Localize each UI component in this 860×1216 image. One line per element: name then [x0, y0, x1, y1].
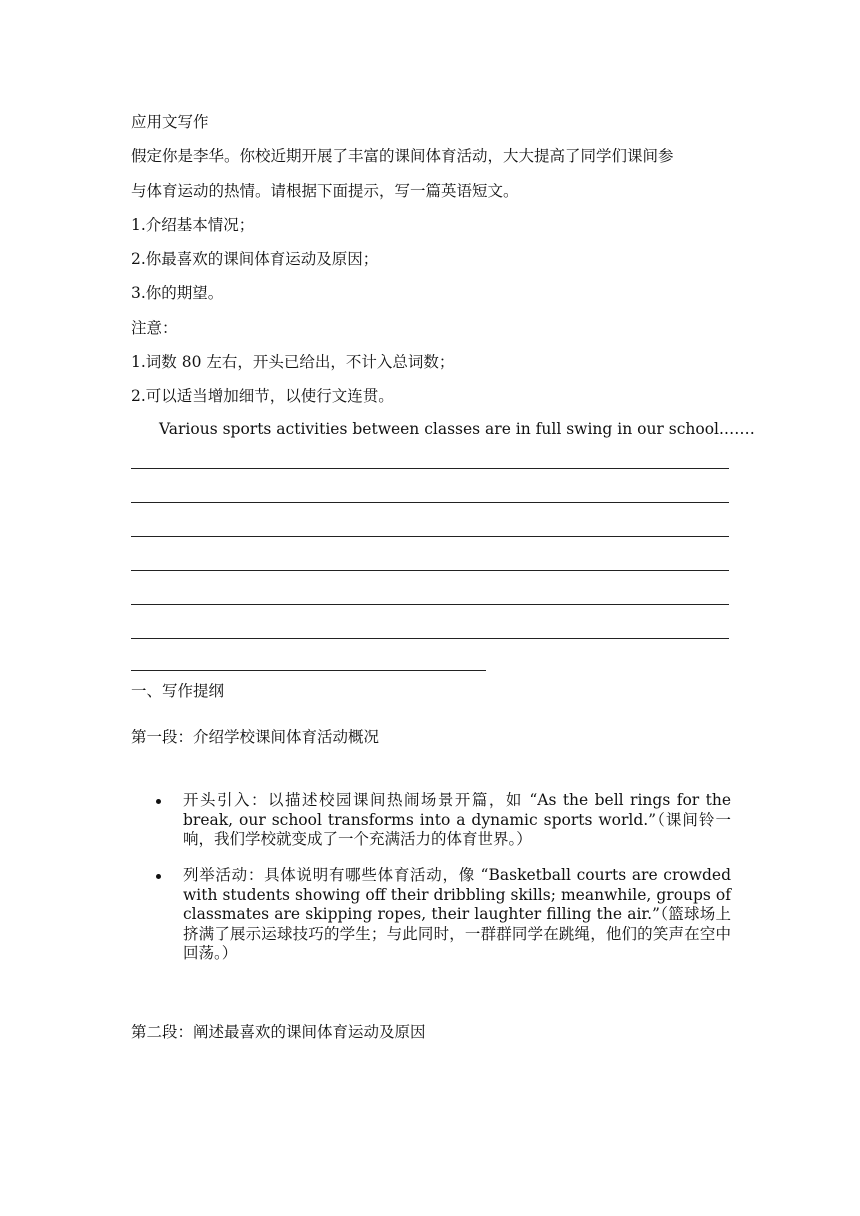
prompt-line-2: 与体育运动的热情。请根据下面提示，写一篇英语短文。: [131, 182, 519, 200]
answer-line-1: [131, 468, 729, 469]
bullet-text: 列举活动：具体说明有哪些体育活动，像 “Basketball courts are crowded with students showing off their dribbling skills; meanwhile, groups of classmates are skipping ropes, their laughter filling the air.”（篮球场上挤满了展示运球技巧的学生；与此同时，一群群同学在跳绳，他们的笑声在空中回荡。）: [183, 866, 731, 962]
answer-line-2: [131, 502, 729, 503]
prompt-line-1: 假定你是李华。你校近期开展了丰富的课间体育活动，大大提高了同学们课间参: [131, 147, 674, 165]
section-2-title: 第二段：阐述最喜欢的课间体育运动及原因: [131, 1023, 426, 1041]
bullet-dot-icon: [156, 799, 161, 804]
answer-line-3: [131, 536, 729, 537]
point-2: 2.你最喜欢的课间体育运动及原因；: [131, 250, 379, 268]
task-title: 应用文写作: [131, 113, 209, 131]
answer-line-5: [131, 604, 729, 605]
answer-line-7: [131, 670, 486, 671]
bullet-text: 开头引入：以描述校园课间热闹场景开篇，如 “As the bell rings for the break, our school transforms into a dynamic sports world.”（课间铃一响，我们学校就变成了一个充满活力的体育世界。）: [183, 791, 731, 848]
note-1: 1.词数 80 左右，开头已给出，不计入总词数；: [131, 353, 455, 371]
essay-opening: Various sports activities between classes are in full swing in our school.……: [159, 420, 755, 438]
section-1-title: 第一段：介绍学校课间体育活动概况: [131, 728, 380, 746]
bullet-dot-icon: [156, 874, 161, 879]
answer-line-4: [131, 570, 729, 571]
answer-line-6: [131, 638, 729, 639]
point-1: 1.介绍基本情况；: [131, 216, 255, 234]
point-3: 3.你的期望。: [131, 284, 224, 302]
notes-label: 注意：: [131, 319, 178, 337]
note-2: 2.可以适当增加细节，以使行文连贯。: [131, 387, 394, 405]
outline-heading: 一、写作提纲: [131, 682, 225, 700]
